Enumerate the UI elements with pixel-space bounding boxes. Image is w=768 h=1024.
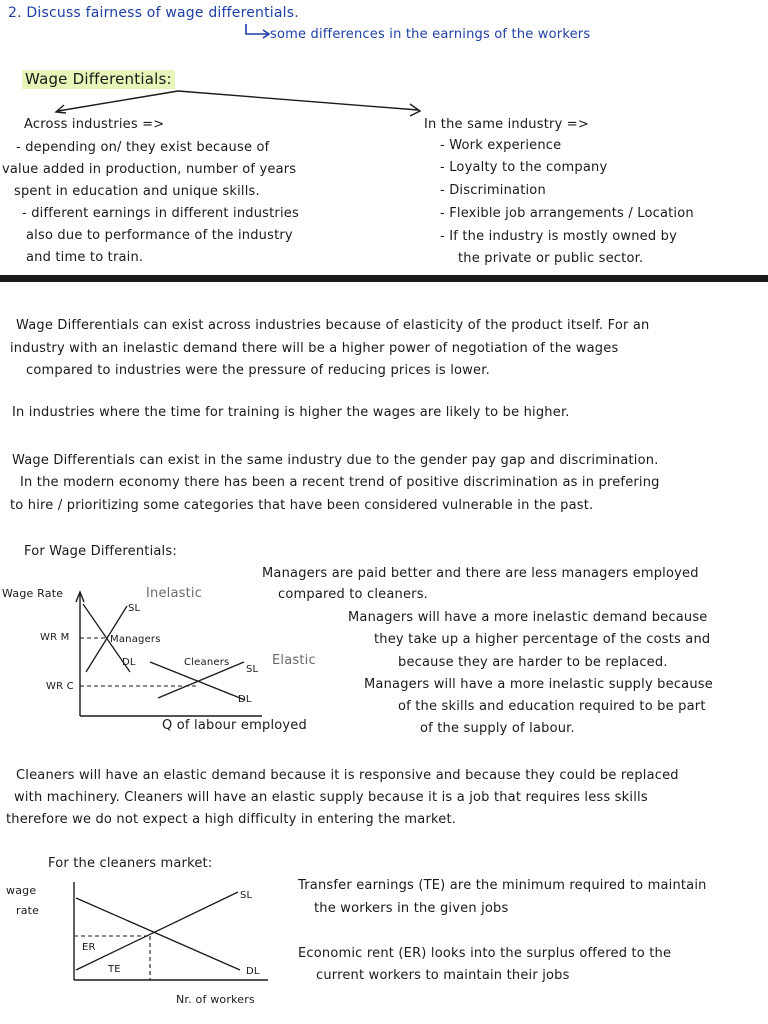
left-line: value added in production, number of years [2,162,297,177]
elastic-label: Elastic [272,653,316,668]
arrow-note: some differences in the earnings of the workers [270,27,591,42]
left-line: - depending on/ they exist because of [16,140,270,155]
paragraph-line: Cleaners will have an elastic demand because it is responsive and because they could be replaced [16,768,679,783]
graph1-x-label: Q of labour employed [162,718,307,733]
note-line: compared to cleaners. [278,587,429,602]
paragraph-line: therefore we do not expect a high difficulty in entering the market. [6,812,457,827]
split-arrows [0,85,768,145]
graph1-diagram [0,580,300,730]
right-line: the private or public sector. [458,251,644,266]
paragraph-line: with machinery. Cleaners will have an elastic supply because it is a job that requires less skills [14,790,648,805]
graph2-diagram [0,870,300,990]
dl-bottom-label: DL [238,694,252,705]
question-title: 2. Discuss fairness of wage differentials. [8,5,299,21]
note-line: they take up a higher percentage of the costs and [374,632,711,647]
graph2-caption: For the cleaners market: [48,856,213,871]
dl-top-label: DL [122,657,136,668]
note-line: Managers will have a more inelastic demand because [348,610,708,625]
sl-right-label: SL [246,664,259,675]
wrm-label: WR M [40,632,70,643]
right-line: - Work experience [440,138,562,153]
left-line: and time to train. [26,250,144,265]
left-line: - different earnings in different industries [22,206,299,221]
note-line: of the skills and education required to be part [398,699,706,714]
right-line: - If the industry is mostly owned by [440,229,678,244]
graph2-y-label-2: rate [16,904,40,917]
note-line: Economic rent (ER) looks into the surplus offered to the [298,946,672,961]
paragraph-line: to hire / prioritizing some categories that have been considered vulnerable in the past. [10,498,594,513]
note-line: because they are harder to be replaced. [398,655,668,670]
graph1-y-label: Wage Rate [2,587,64,600]
graph1-caption: For Wage Differentials: [24,544,177,559]
note-line: current workers to maintain their jobs [316,968,570,983]
inelastic-label: Inelastic [146,586,203,601]
wrc-label: WR C [46,681,74,692]
cleaners-label: Cleaners [184,657,230,668]
paragraph-line: In the modern economy there has been a recent trend of positive discrimination as in prefering [20,475,660,490]
right-line: - Discrimination [440,183,546,198]
note-line: Transfer earnings (TE) are the minimum required to maintain [298,878,707,893]
note-line: Managers will have a more inelastic supply because [364,677,713,692]
graph2-dl-label: DL [246,966,260,977]
er-label: ER [82,942,96,953]
note-line: the workers in the given jobs [314,901,509,916]
note-line: Managers are paid better and there are less managers employed [262,566,699,581]
note-line: of the supply of labour. [420,721,575,736]
right-line: - Flexible job arrangements / Location [440,206,694,221]
section-divider [0,275,768,282]
graph2-x-label: Nr. of workers [176,993,255,1006]
te-label: TE [108,964,121,975]
paragraph-line: In industries where the time for training is higher the wages are likely to be higher. [12,405,570,420]
left-line: also due to performance of the industry [26,228,293,243]
graph2-sl-label: SL [240,890,253,901]
right-line: - Loyalty to the company [440,160,608,175]
paragraph-line: Wage Differentials can exist across industries because of elasticity of the product itself. For an [16,318,650,333]
left-heading: Across industries => [24,117,165,132]
graph2-y-label-1: wage [6,884,37,897]
paragraph-line: compared to industries were the pressure of reducing prices is lower. [26,363,490,378]
managers-label: Managers [110,634,161,645]
right-heading: In the same industry => [424,117,589,132]
section-title: Wage Differentials: [22,70,175,89]
sl-top-label: SL [128,603,141,614]
left-line: spent in education and unique skills. [14,184,260,199]
paragraph-line: industry with an inelastic demand there will be a higher power of negotiation of the wages [10,341,619,356]
paragraph-line: Wage Differentials can exist in the same industry due to the gender pay gap and discrimination. [12,453,659,468]
